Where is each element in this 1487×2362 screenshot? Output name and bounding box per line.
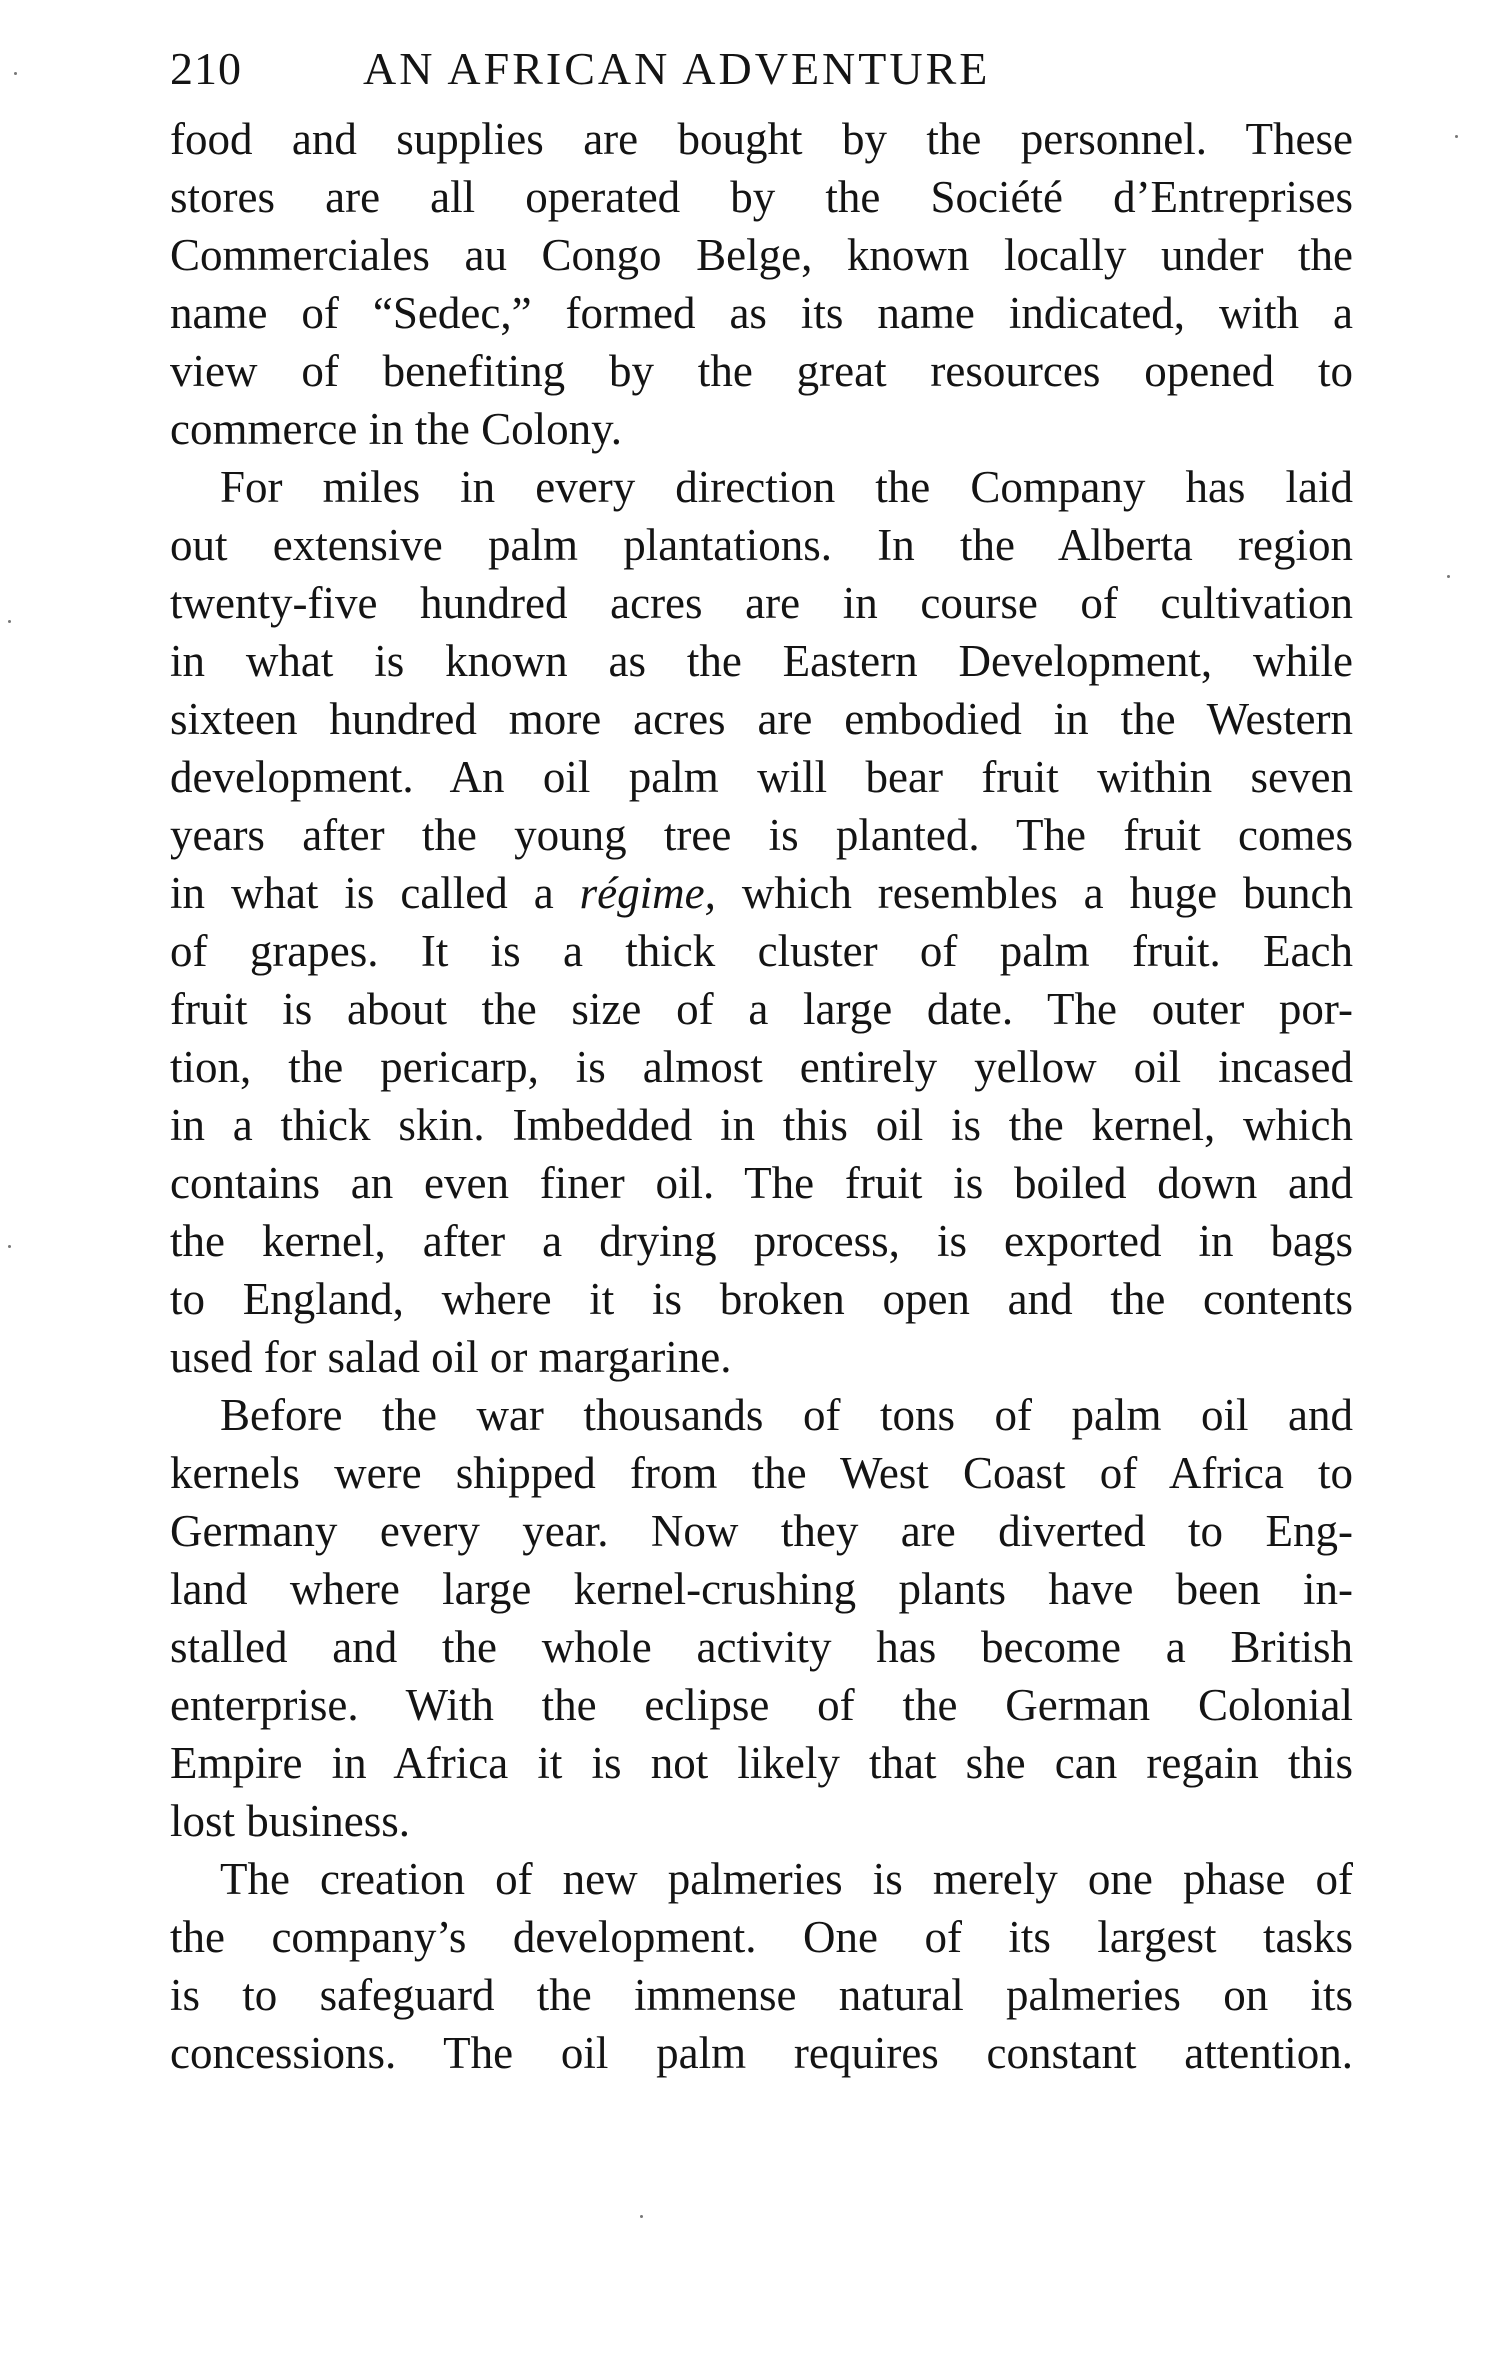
running-title: AN AFRICAN ADVENTURE — [363, 43, 991, 94]
text-line: name of “Sedec,” formed as its name indicated, with a — [170, 288, 1353, 338]
text-line: twenty-five hundred acres are in course of cultivation — [170, 578, 1353, 628]
text-line: enterprise. With the eclipse of the German Colonial — [170, 1680, 1353, 1730]
scan-speck — [1447, 575, 1450, 578]
text-line: the company’s development. One of its largest tasks — [170, 1912, 1353, 1962]
book-page — [170, 28, 1353, 2082]
text-line: Empire in Africa it is not likely that she can regain this — [170, 1738, 1353, 1788]
text-line: used for salad oil or margarine. — [170, 1332, 732, 1382]
scan-speck — [8, 1245, 11, 1248]
text-line: the kernel, after a drying process, is exported in bags — [170, 1216, 1353, 1266]
text-line: development. An oil palm will bear fruit within seven — [170, 752, 1353, 802]
text-line: The creation of new palmeries is merely one phase of — [220, 1854, 1353, 1904]
italic-term: régime, — [579, 868, 716, 918]
text-line: Germany every year. Now they are diverted to Eng- — [170, 1506, 1353, 1556]
text-line: Before the war thousands of tons of palm oil and — [220, 1390, 1353, 1440]
text-line: of grapes. It is a thick cluster of palm fruit. Each — [170, 926, 1353, 976]
text-segment: in what is called a — [170, 868, 580, 918]
scan-speck — [14, 72, 17, 75]
page-header — [170, 28, 1353, 110]
text-line — [170, 864, 1353, 922]
text-line: in a thick skin. Imbedded in this oil is the kernel, which — [170, 1100, 1353, 1150]
paragraph — [170, 1386, 1353, 1850]
text-line: food and supplies are bought by the personnel. These — [170, 114, 1353, 164]
text-segment: which resembles a huge bunch — [715, 868, 1353, 918]
scan-speck — [640, 2215, 643, 2218]
text-line: Commerciales au Congo Belge, known locally under the — [170, 230, 1353, 280]
paragraph — [170, 1850, 1353, 2082]
scan-speck — [8, 620, 11, 623]
text-line: contains an even finer oil. The fruit is boiled down and — [170, 1158, 1353, 1208]
scan-speck — [1455, 135, 1458, 138]
text-line: stalled and the whole activity has become a British — [170, 1622, 1353, 1672]
paragraph — [170, 110, 1353, 458]
text-line: concessions. The oil palm requires constant attention. — [170, 2028, 1353, 2078]
text-line: tion, the pericarp, is almost entirely yellow oil incased — [170, 1042, 1353, 1092]
text-line: is to safeguard the immense natural palmeries on its — [170, 1970, 1353, 2020]
text-line: in what is known as the Eastern Development, while — [170, 636, 1353, 686]
text-line: lost business. — [170, 1796, 411, 1846]
text-line: fruit is about the size of a large date. The outer por- — [170, 984, 1353, 1034]
text-line: to England, where it is broken open and the contents — [170, 1274, 1353, 1324]
text-line: For miles in every direction the Company has laid — [220, 462, 1353, 512]
page-number: 210 — [170, 43, 242, 94]
text-line: kernels were shipped from the West Coast of Africa to — [170, 1448, 1353, 1498]
body-text — [170, 110, 1353, 2082]
text-line: sixteen hundred more acres are embodied in the Western — [170, 694, 1353, 744]
text-line: out extensive palm plantations. In the Alberta region — [170, 520, 1353, 570]
text-line: land where large kernel-crushing plants have been in- — [170, 1564, 1353, 1614]
text-line: view of benefiting by the great resources opened to — [170, 346, 1353, 396]
text-line: stores are all operated by the Société d’Entreprises — [170, 172, 1353, 222]
text-line: years after the young tree is planted. The fruit comes — [170, 810, 1353, 860]
text-line: commerce in the Colony. — [170, 404, 622, 454]
paragraph — [170, 458, 1353, 1386]
